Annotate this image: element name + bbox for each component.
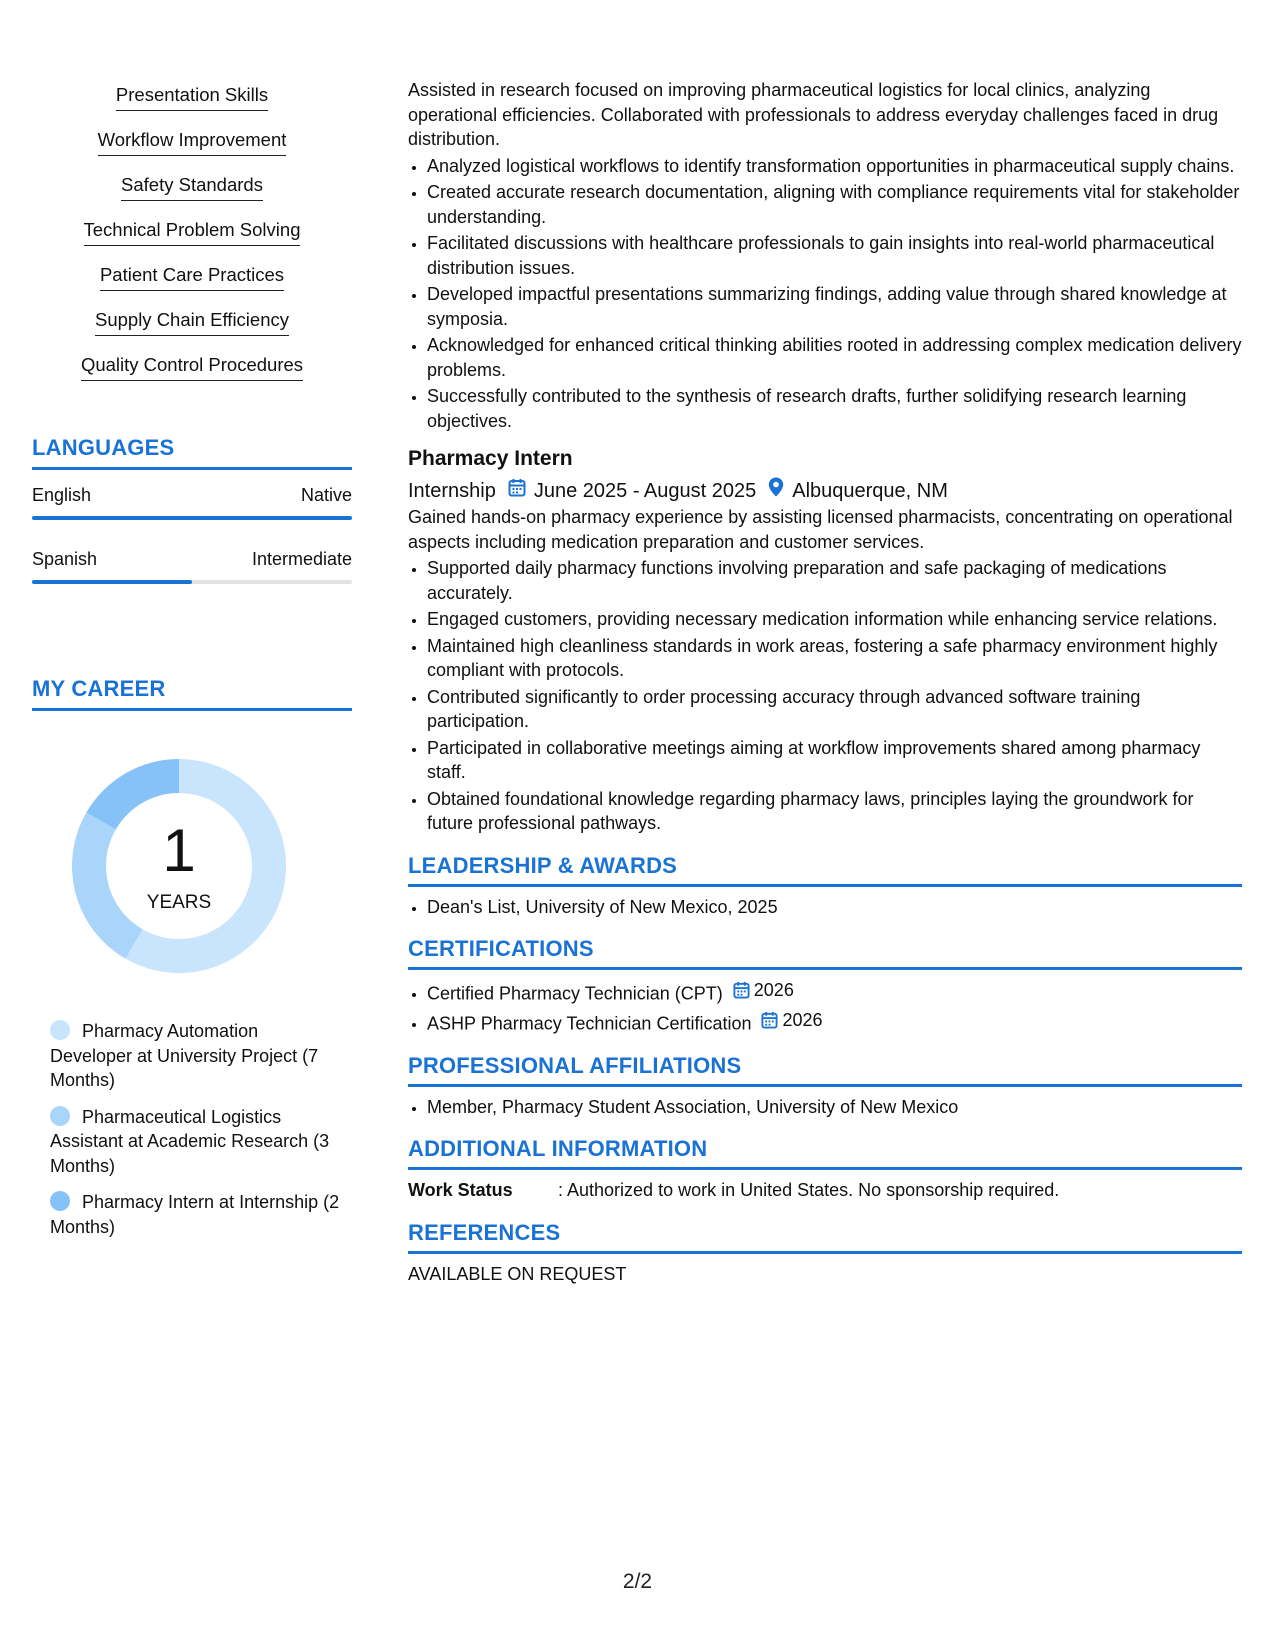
bullet-item: • Supported daily pharmacy functions involving preparation and safe packaging of medications accurately. [427,556,1242,605]
legend-dot-icon [50,1106,70,1126]
skills-list [32,84,352,399]
language-item [32,484,352,520]
languages-heading: LANGUAGES [32,435,352,470]
skill-tag: Quality Control Procedures [81,354,303,381]
work-status-value: : Authorized to work in United States. No sponsorship required. [558,1180,1060,1200]
references-text: AVAILABLE ON REQUEST [408,1263,627,1284]
right-column [408,78,1242,1286]
bullet-item: • Engaged customers, providing necessary medication information while enhancing service relations. [427,607,1242,632]
job-dates: June 2025 - August 2025 [533,480,757,502]
page-number: 2/2 [622,1570,653,1593]
experience-intro-bullets [408,154,1242,434]
language-item [32,548,352,584]
career-heading: MY CAREER [32,676,352,711]
experience-intro: Assisted in research focused on improving pharmaceutical logistics for local clinics, analyzing operational efficiencies. Collaborated with professionals to address everyday challenges faced in drug distribution. [408,80,1219,149]
career-legend-item [50,1190,340,1239]
job-bullets [408,556,1242,836]
bullet-item: • Participated in collaborative meetings aiming at workflow improvements shared among pharmacy staff. [427,736,1242,785]
career-total-unit: YEARS [146,892,212,913]
language-proficiency-fill [32,580,192,584]
career-legend-item [50,1019,340,1093]
bullet-item: • Developed impactful presentations summarizing findings, adding value through shared knowledge at symposia. [427,282,1242,331]
career-legend-label: Pharmacy Intern at Internship (2 Months) [50,1192,340,1237]
bullet-item: • Member, Pharmacy Student Association, University of New Mexico [427,1095,1242,1120]
language-proficiency-fill [32,516,352,520]
skill-tag: Supply Chain Efficiency [95,309,289,336]
job-meta [408,477,1242,505]
bullet-item: • Facilitated discussions with healthcare professionals to gain insights into real-world pharmaceutical distribution issues. [427,231,1242,280]
calendar-icon [733,981,750,999]
certification-item [427,1008,1242,1036]
skill-tag: Technical Problem Solving [84,219,301,246]
references-heading: REFERENCES [408,1219,1242,1254]
calendar-icon [508,477,526,505]
career-donut-chart [64,751,294,981]
career-section [32,676,352,1251]
legend-dot-icon [50,1191,70,1211]
certification-year: 2026 [782,1009,823,1030]
legend-dot-icon [50,1020,70,1040]
certification-name: Certified Pharmacy Technician (CPT) [427,983,723,1004]
language-level: Intermediate [251,549,352,569]
certification-year: 2026 [753,980,794,1000]
location-pin-icon [768,477,784,505]
work-status-row [408,1178,1242,1203]
certifications-heading: CERTIFICATIONS [408,935,1242,970]
bullet-item: • Created accurate research documentation, aligning with compliance requirements vital for stakeholder understanding. [427,180,1242,229]
career-total-years: 1 [162,817,196,884]
certification-item [427,978,1242,1006]
career-legend-item [50,1105,340,1179]
language-proficiency-bar [32,516,352,520]
bullet-item: • Successfully contributed to the synthesis of research drafts, further solidifying research learning objectives. [427,384,1242,433]
bullet-item: • Contributed significantly to order processing accuracy through advanced software training participation. [427,685,1242,734]
skill-tag: Safety Standards [121,174,263,201]
affiliations-list [408,1095,1242,1120]
additional-info-heading: ADDITIONAL INFORMATION [408,1135,1242,1170]
bullet-item: • Dean's List, University of New Mexico, 2025 [427,895,1242,920]
career-legend-label: Pharmacy Automation Developer at University Project (7 Months) [50,1021,319,1090]
languages-section [32,435,352,584]
job-location: Albuquerque, NM [792,480,948,502]
language-level: Native [300,485,352,505]
affiliations-heading: PROFESSIONAL AFFILIATIONS [408,1052,1242,1087]
certifications-list [408,978,1242,1036]
bullet-item: • Obtained foundational knowledge regarding pharmacy laws, principles laying the groundwork for future professional pathways. [427,787,1242,836]
job-description: Gained hands-on pharmacy experience by assisting licensed pharmacists, concentrating on operational aspects including medication preparation and customer services. [408,507,1233,552]
skill-tag: Patient Care Practices [100,264,284,291]
work-status-label: Work Status [408,1180,513,1200]
leadership-heading: LEADERSHIP & AWARDS [408,852,1242,887]
bullet-item: • Analyzed logistical workflows to identify transformation opportunities in pharmaceutical supply chains. [427,154,1242,179]
job-title: Pharmacy Intern [408,447,573,470]
language-name: Spanish [32,549,98,569]
bullet-item: • Maintained high cleanliness standards in work areas, fostering a safe pharmacy environment highly compliant with protocols. [427,634,1242,683]
bullet-item: • Acknowledged for enhanced critical thinking abilities rooted in addressing complex medication delivery problems. [427,333,1242,382]
career-legend-label: Pharmaceutical Logistics Assistant at Academic Research (3 Months) [50,1106,330,1176]
language-proficiency-bar [32,580,352,584]
certification-name: ASHP Pharmacy Technician Certification [427,1013,752,1033]
skill-tag: Workflow Improvement [98,129,287,156]
leadership-list [408,895,1242,920]
language-name: English [32,485,92,505]
left-column [32,84,352,1237]
calendar-icon [761,1011,778,1029]
career-legend [50,1019,340,1239]
job-company: Internship [408,480,496,502]
skill-tag: Presentation Skills [116,84,268,111]
